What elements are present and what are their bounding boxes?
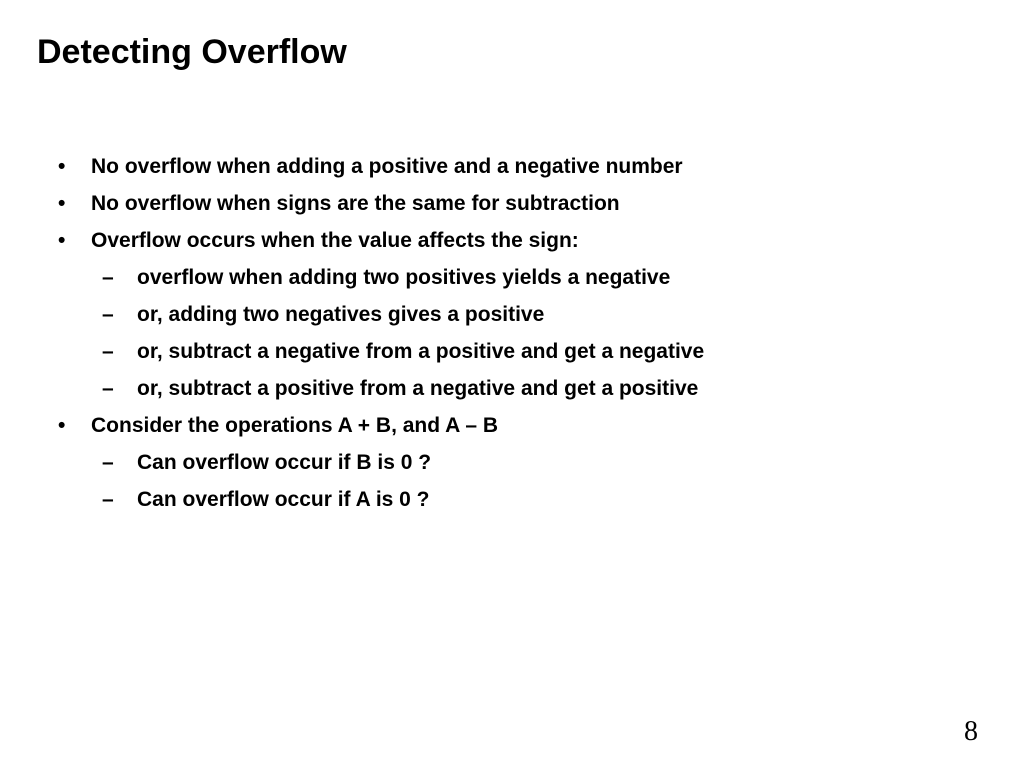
sub-bullet-item — [58, 259, 988, 296]
bullet-text: Overflow occurs when the value affects the sign: — [91, 229, 579, 252]
bullet-marker: • — [58, 155, 66, 178]
sub-bullet-marker: – — [102, 451, 114, 474]
sub-bullet-marker: – — [102, 377, 114, 400]
slide-title: Detecting Overflow — [37, 33, 347, 71]
sub-bullet-marker: – — [102, 266, 114, 289]
bullet-text: Consider the operations A + B, and A – B — [91, 414, 499, 437]
bullet-text: No overflow when adding a positive and a negative number — [91, 155, 683, 178]
bullet-item — [58, 222, 988, 259]
sub-bullet-item — [58, 370, 988, 407]
bullet-marker: • — [58, 414, 66, 437]
page-number: 8 — [964, 716, 978, 747]
sub-bullet-marker: – — [102, 488, 114, 511]
bullet-marker: • — [58, 229, 66, 252]
bullet-text: No overflow when signs are the same for subtraction — [91, 192, 620, 215]
sub-bullet-text: Can overflow occur if B is 0 ? — [137, 451, 432, 474]
bullet-item — [58, 407, 988, 444]
sub-bullet-marker: – — [102, 303, 114, 326]
sub-bullet-item — [58, 333, 988, 370]
sub-bullet-text: or, subtract a positive from a negative and get a positive — [137, 377, 699, 400]
sub-bullet-item — [58, 296, 988, 333]
sub-bullet-text: or, adding two negatives gives a positive — [137, 303, 545, 326]
sub-bullet-item — [58, 444, 988, 481]
sub-bullet-text: or, subtract a negative from a positive and get a negative — [137, 340, 705, 363]
bullet-item — [58, 148, 988, 185]
bullet-item — [58, 185, 988, 222]
sub-bullet-text: Can overflow occur if A is 0 ? — [137, 488, 430, 511]
bullet-list — [58, 148, 988, 518]
sub-bullet-marker: – — [102, 340, 114, 363]
sub-bullet-text: overflow when adding two positives yields a negative — [137, 266, 671, 289]
sub-bullet-item — [58, 481, 988, 518]
bullet-marker: • — [58, 192, 66, 215]
